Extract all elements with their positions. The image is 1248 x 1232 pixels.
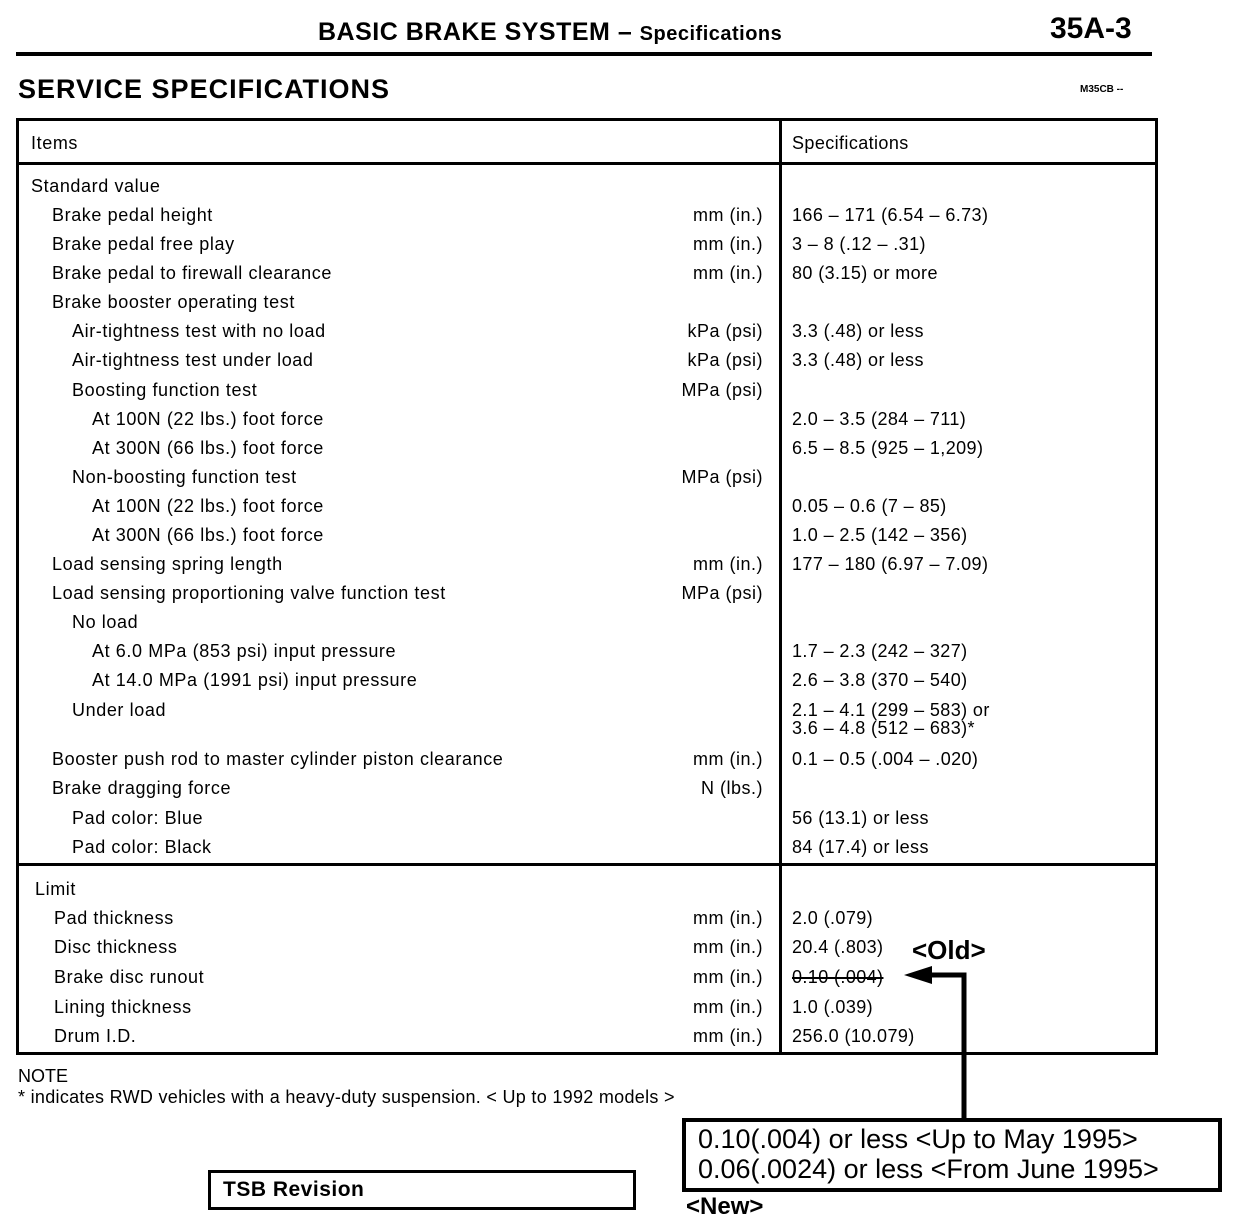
row-item-label: Load sensing spring length	[52, 554, 283, 574]
row-item-label: Air-tightness test with no load	[72, 321, 326, 341]
row-item-label: Pad color: Blue	[72, 808, 204, 828]
row-spec-value: 0.1 – 0.5 (.004 – .020)	[792, 749, 979, 769]
row-item-label: Lining thickness	[54, 997, 192, 1017]
row-item-label: At 100N (22 lbs.) foot force	[92, 409, 324, 429]
row-spec-value: 2.0 (.079)	[792, 908, 874, 928]
row-unit: mm (in.)	[693, 205, 763, 225]
row-spec-value: 3 – 8 (.12 – .31)	[792, 234, 926, 254]
row-item-label: Boosting function test	[72, 380, 258, 400]
row-spec-value: 0.10 (.004)	[792, 967, 884, 987]
row-item-label: Brake dragging force	[52, 778, 232, 798]
row-spec-value: 256.0 (10.079)	[792, 1026, 915, 1046]
row-item-label: Non-boosting function test	[72, 467, 297, 487]
section-title: SERVICE SPECIFICATIONS	[18, 74, 391, 104]
new-value-line-1: 0.10(.004) or less <Up to May 1995>	[698, 1124, 1138, 1154]
row-unit: mm (in.)	[693, 554, 763, 574]
new-value-line-2: 0.06(.0024) or less <From June 1995>	[698, 1154, 1159, 1184]
row-item-label: At 100N (22 lbs.) foot force	[92, 496, 324, 516]
row-unit: MPa (psi)	[681, 583, 763, 603]
note-text: * indicates RWD vehicles with a heavy-duty suspension. < Up to 1992 models >	[18, 1087, 675, 1107]
row-spec-value: 177 – 180 (6.97 – 7.09)	[792, 554, 989, 574]
row-unit: mm (in.)	[693, 908, 763, 928]
new-value-box	[682, 1118, 1222, 1192]
row-unit: N (lbs.)	[701, 778, 763, 798]
title-dash: –	[610, 18, 640, 46]
row-item-label: Brake pedal to firewall clearance	[52, 263, 332, 283]
row-item-label: Standard value	[31, 176, 161, 196]
row-spec-value: 80 (3.15) or more	[792, 263, 938, 283]
row-item-label: Brake pedal free play	[52, 234, 235, 254]
document-code: M35CB --	[1080, 84, 1124, 95]
row-item-label: Brake disc runout	[54, 967, 205, 987]
row-item-label: Brake pedal height	[52, 205, 213, 225]
column-header-items: Items	[31, 133, 79, 153]
row-spec-value: 0.05 – 0.6 (7 – 85)	[792, 496, 947, 516]
row-item-label: At 300N (66 lbs.) foot force	[92, 525, 324, 545]
row-item-label: Under load	[72, 700, 167, 720]
row-item-label: At 6.0 MPa (853 psi) input pressure	[92, 641, 397, 661]
row-spec-value: 20.4 (.803)	[792, 937, 884, 957]
row-unit: mm (in.)	[693, 997, 763, 1017]
page-number: 35A-3	[1050, 12, 1132, 45]
row-unit: mm (in.)	[693, 263, 763, 283]
tsb-revision-label: TSB Revision	[223, 1178, 365, 1201]
row-item-label: Brake booster operating test	[52, 292, 295, 312]
row-spec-value: 2.6 – 3.8 (370 – 540)	[792, 670, 968, 690]
row-unit: MPa (psi)	[681, 380, 763, 400]
row-item-label: Disc thickness	[54, 937, 178, 957]
row-unit: mm (in.)	[693, 967, 763, 987]
row-unit: kPa (psi)	[687, 350, 763, 370]
row-unit: mm (in.)	[693, 937, 763, 957]
new-value-label: <New>	[686, 1193, 764, 1220]
row-spec-value: 166 – 171 (6.54 – 6.73)	[792, 205, 989, 225]
row-unit: MPa (psi)	[681, 467, 763, 487]
note-title: NOTE	[18, 1066, 69, 1086]
row-item-label: Drum I.D.	[54, 1026, 137, 1046]
row-spec-value: 2.1 – 4.1 (299 – 583) or	[792, 700, 990, 720]
callout-line	[930, 975, 964, 1118]
row-item-label: At 14.0 MPa (1991 psi) input pressure	[92, 670, 418, 690]
row-item-label: At 300N (66 lbs.) foot force	[92, 438, 324, 458]
row-spec-value: 2.0 – 3.5 (284 – 711)	[792, 409, 967, 429]
row-spec-value: 1.0 (.039)	[792, 997, 874, 1017]
row-item-label: Pad thickness	[54, 908, 174, 928]
old-value-label: <Old>	[912, 935, 986, 965]
row-item-label: Air-tightness test under load	[72, 350, 314, 370]
row-item-label: No load	[72, 612, 139, 632]
row-spec-value: 3.3 (.48) or less	[792, 350, 924, 370]
row-item-label: Pad color: Black	[72, 837, 212, 857]
row-unit: mm (in.)	[693, 234, 763, 254]
row-unit: kPa (psi)	[687, 321, 763, 341]
row-spec-value-continued: 3.6 – 4.8 (512 – 683)*	[792, 718, 975, 738]
row-spec-value: 1.0 – 2.5 (142 – 356)	[792, 525, 968, 545]
row-spec-value: 6.5 – 8.5 (925 – 1,209)	[792, 438, 984, 458]
row-spec-value: 56 (13.1) or less	[792, 808, 929, 828]
title-sub: Specifications	[639, 23, 783, 45]
row-item-label: Limit	[35, 879, 77, 899]
arrow-head-icon	[904, 966, 932, 984]
row-spec-value: 3.3 (.48) or less	[792, 321, 924, 341]
row-item-label: Load sensing proportioning valve function test	[52, 583, 446, 603]
row-unit: mm (in.)	[693, 749, 763, 769]
title-main: BASIC BRAKE SYSTEM	[318, 18, 611, 46]
row-item-label: Booster push rod to master cylinder piston clearance	[52, 749, 504, 769]
column-header-specifications: Specifications	[792, 133, 909, 153]
row-spec-value: 84 (17.4) or less	[792, 837, 929, 857]
row-spec-value: 1.7 – 2.3 (242 – 327)	[792, 641, 968, 661]
row-unit: mm (in.)	[693, 1026, 763, 1046]
